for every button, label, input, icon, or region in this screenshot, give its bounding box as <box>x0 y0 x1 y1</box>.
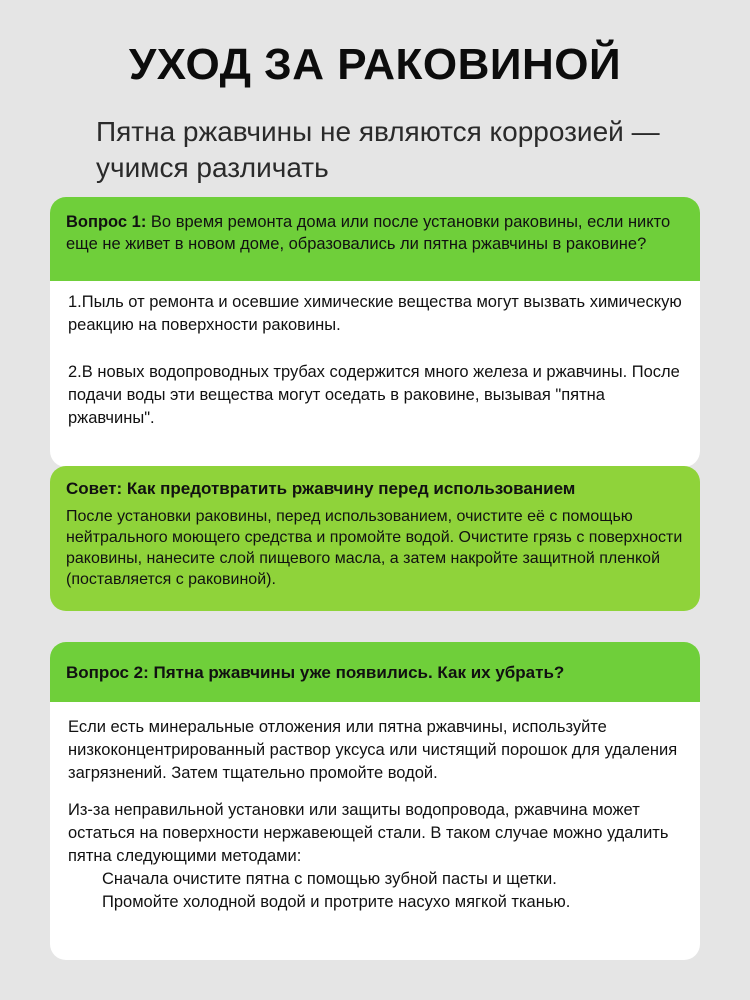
tip-text: После установки раковины, перед использованием, очистите её с помощью нейтрального моющего средства и промойте водой. Очистите грязь с поверхности раковины, нанесите слой пищевого масла, а затем накройте защитной пленкой (поставляется с раковиной). <box>66 508 683 588</box>
answer-2-step-2: Промойте холодной водой и протрите насухо мягкой тканью. <box>102 893 571 911</box>
page-title: УХОД ЗА РАКОВИНОЙ <box>128 40 622 89</box>
question-1-text: Во время ремонта дома или после установки раковины, если никто еще не живет в новом доме, образовались ли пятна ржавчины в раковине? <box>66 213 671 253</box>
answer-1-point-1: 1.Пыль от ремонта и осевшие химические вещества могут вызвать химическую реакцию на поверхности раковины. <box>68 293 682 334</box>
answer-2-step-1: Сначала очистите пятна с помощью зубной пасты и щетки. <box>102 870 557 888</box>
answer-1-point-2: 2.В новых водопроводных трубах содержится много железа и ржавчины. После подачи воды эти вещества могут оседать в раковине, вызывая "пятна ржавчины". <box>68 363 680 427</box>
answer-2-text-2: Из-за неправильной установки или защиты водопровода, ржавчина может остаться на поверхности нержавеющей стали. В таком случае можно удалить пятна следующими методами: <box>68 801 669 865</box>
question-2-answer <box>50 702 700 914</box>
tip-card <box>50 466 700 611</box>
question-1-header <box>50 197 700 281</box>
question-2-card <box>50 642 700 960</box>
question-1-card <box>50 197 700 467</box>
tip-heading: Совет: Как предотвратить ржавчину перед использованием <box>66 479 576 498</box>
page-subtitle: Пятна ржавчины не являются коррозией — учимся различать <box>96 116 660 183</box>
answer-2-text-1: Если есть минеральные отложения или пятна ржавчины, используйте низкоконцентрированный раствор уксуса или чистящий порошок для удаления загрязнений. Затем тщательно промойте водой. <box>68 718 678 782</box>
question-1-answer <box>50 281 700 430</box>
question-2-heading: Вопрос 2: Пятна ржавчины уже появились. Как их убрать? <box>50 642 700 702</box>
question-1-label: Вопрос 1: <box>66 213 147 231</box>
